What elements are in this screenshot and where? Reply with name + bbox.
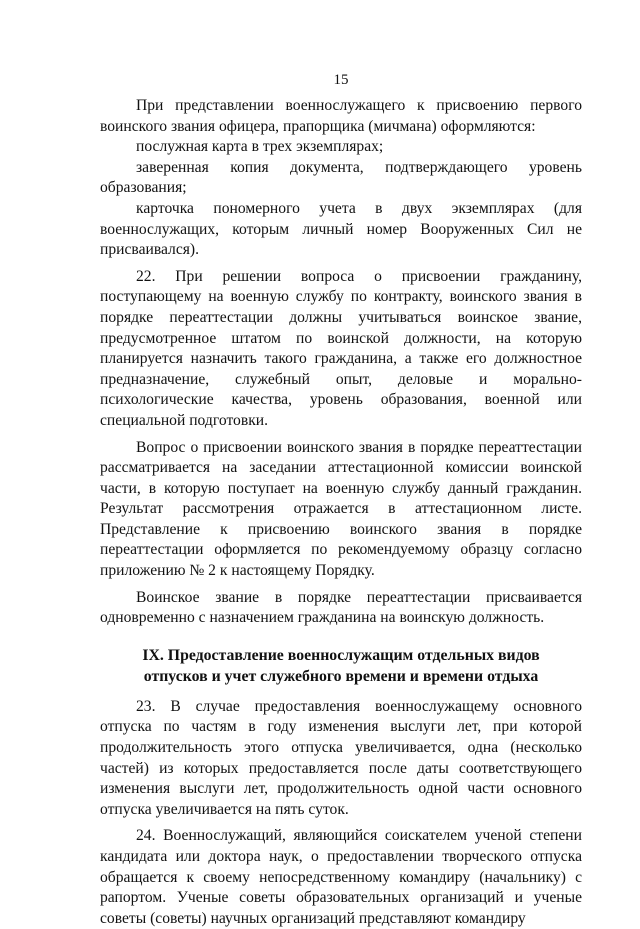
section-heading-line-1: IX. Предоставление военнослужащим отдельных видов xyxy=(142,646,540,664)
paragraph-registration-card: карточка пономерного учета в двух экземплярах (для военнослужащих, которым личный номер Вооруженных Сил не присваивался). xyxy=(100,199,582,259)
paragraph-service-card: послужная карта в трех экземплярах; xyxy=(136,138,384,156)
paragraph-item-24: 24. Военнослужащий, являющийся соискателем ученой степени кандидата или доктора наук, о предоставлении творческого отпуска обращается к своему непосредственному командиру (начальнику) с рапортом. Ученые советы образовательных организаций и ученые советы (советы) научных организаций представляют командиру xyxy=(100,827,582,927)
paragraph-reattestation-rank: Воинское звание в порядке переаттестации присваивается одновременно с назначением гражданина на воинскую должность. xyxy=(100,588,582,627)
paragraph-reattestation-question: Вопрос о присвоении воинского звания в порядке переаттестации рассматривается на заседании аттестационной комиссии воинской части, в которую поступает на военную службу данный гражданин. Результат рассмотрения отражается в аттестационном листе. Представление к присвоению воинского звания в порядке переаттестации оформляется по рекомендуемому образцу согласно приложению № 2 к настоящему Порядку. xyxy=(100,438,582,580)
paragraph-item-22: 22. При решении вопроса о присвоении гражданину, поступающему на военную службу по контракту, воинского звания в порядке переаттестации должны учитываться воинское звание, предусмотренное штатом по воинской должности, на которую планируется назначить такого гражданина, а также его должностное предназначение, служебный опыт, деловые и морально-психологические качества, уровень образования, военной или специальной подготовки. xyxy=(100,267,582,429)
page-number: 15 xyxy=(333,72,349,88)
section-heading-line-2: отпусков и учет служебного времени и времени отдыха xyxy=(143,667,539,685)
paragraph-first-rank-docs: При представлении военнослужащего к присвоению первого воинского звания офицера, прапорщика (мичмана) оформляются: xyxy=(100,97,582,135)
section-heading xyxy=(100,645,582,687)
paragraph-education-copy: заверенная копия документа, подтверждающего уровень образования; xyxy=(100,158,582,197)
paragraph-item-23: 23. В случае предоставления военнослужащему основного отпуска по частям в году изменения выслуги лет, при которой продолжительность этого отпуска увеличивается, одна (несколько частей) из которых предоставляется после даты соответствующего изменения выслуги лет, продолжительность одной части основного отпуска увеличивается на пять суток. xyxy=(100,697,582,818)
